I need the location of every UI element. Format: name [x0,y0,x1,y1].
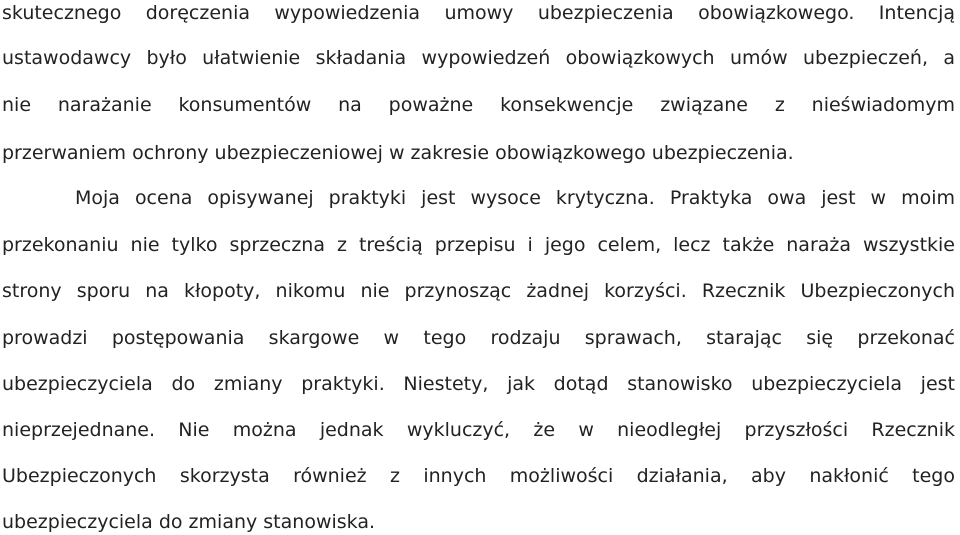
text-line: Ubezpieczonych skorzysta również z innych możliwości działania, aby nakłonić tego [2,465,955,487]
text-line: przekonaniu nie tylko sprzeczna z treścią przepisu i jego celem, lecz także naraża wszystkie [2,234,955,256]
text-line: nie narażanie konsumentów na poważne konsekwencje związane z nieświadomym [2,94,955,116]
text-line: Moja ocena opisywanej praktyki jest wysoce krytyczna. Praktyka owa jest w moim [75,187,955,209]
text-line: ubezpieczyciela do zmiany stanowiska. [2,511,376,533]
text-line: ubezpieczyciela do zmiany praktyki. Niestety, jak dotąd stanowisko ubezpieczyciela jest [2,373,955,395]
text-line: nieprzejednane. Nie można jednak wykluczyć, że w nieodległej przyszłości Rzecznik [2,419,955,441]
text-line: prowadzi postępowania skargowe w tego rodzaju sprawach, starając się przekonać [2,327,955,349]
text-line: skutecznego doręczenia wypowiedzenia umowy ubezpieczenia obowiązkowego. Intencją [2,2,955,24]
text-line: ustawodawcy było ułatwienie składania wypowiedzeń obowiązkowych umów ubezpieczeń, a [2,47,955,69]
text-line: przerwaniem ochrony ubezpieczeniowej w zakresie obowiązkowego ubezpieczenia. [2,142,794,164]
text-line: strony sporu na kłopoty, nikomu nie przynosząc żadnej korzyści. Rzecznik Ubezpieczonych [2,280,955,302]
